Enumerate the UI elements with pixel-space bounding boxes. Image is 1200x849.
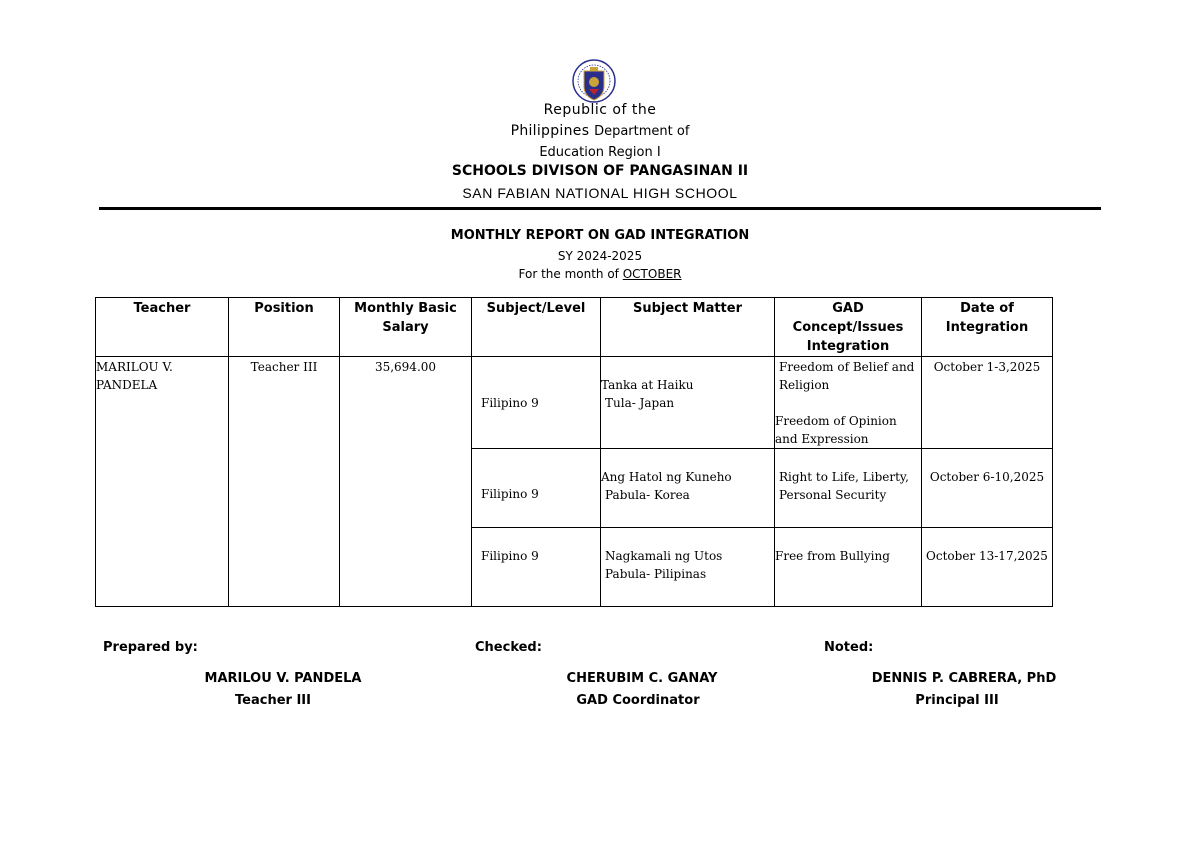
header-school: SAN FABIAN NATIONAL HIGH SCHOOL	[462, 185, 738, 201]
subject-matter-title: Nagkamali ng Utos	[605, 549, 723, 563]
gad-concept-line: Freedom of Belief and Religion	[779, 360, 915, 392]
cell-gad-concept	[775, 449, 922, 528]
noted-name: DENNIS P. CABRERA, PhD	[871, 671, 1057, 686]
cell-date: October 6-10,2025	[922, 449, 1053, 528]
cell-subject-level: Filipino 9	[472, 357, 601, 449]
subject-matter-title: Ang Hatol ng Kuneho	[601, 470, 732, 484]
noted-label: Noted:	[824, 640, 874, 655]
gad-concept-line: Right to Life, Liberty, Personal Security	[779, 470, 909, 502]
prepared-title: Teacher III	[235, 693, 311, 708]
col-teacher: Teacher	[96, 298, 229, 357]
col-gad-concept: GAD Concept/Issues Integration	[775, 298, 922, 357]
cell-subject-matter	[601, 449, 775, 528]
report-month: OCTOBER	[622, 267, 682, 281]
cell-subject-level: Filipino 9	[472, 528, 601, 607]
cell-teacher: MARILOU V. PANDELA	[96, 357, 229, 607]
subject-matter-genre: Pabula- Korea	[605, 488, 690, 502]
cell-date: October 1-3,2025	[922, 357, 1053, 449]
subject-matter-genre: Tula- Japan	[605, 396, 675, 410]
header-divider	[99, 207, 1101, 210]
cell-date: October 13-17,2025	[922, 528, 1053, 607]
noted-title: Principal III	[915, 693, 999, 708]
report-month-prefix: For the month of	[518, 267, 619, 281]
cell-salary: 35,694.00	[340, 357, 472, 607]
cell-gad-concept	[775, 357, 922, 449]
subject-matter-genre: Pabula- Pilipinas	[605, 567, 707, 581]
prepared-label: Prepared by:	[103, 640, 198, 655]
cell-position: Teacher III	[229, 357, 340, 607]
checked-title: GAD Coordinator	[576, 693, 700, 708]
col-subject-matter: Subject Matter	[601, 298, 775, 357]
cell-gad-concept	[775, 528, 922, 607]
checked-name: CHERUBIM C. GANAY	[566, 671, 718, 686]
header-education-region: Education Region I	[539, 145, 661, 160]
gad-concept-line: Freedom of Opinion and Expression	[775, 414, 897, 446]
report-title: MONTHLY REPORT ON GAD INTEGRATION	[450, 228, 750, 243]
prepared-name: MARILOU V. PANDELA	[204, 671, 362, 686]
header-department: Department of	[594, 124, 690, 139]
subject-matter-title: Tanka at Haiku	[601, 378, 694, 392]
col-date: Date of Integration	[922, 298, 1053, 357]
cell-subject-matter	[601, 528, 775, 607]
cell-subject-level: Filipino 9	[472, 449, 601, 528]
header-philippines-line	[0, 123, 1200, 139]
col-subject-level: Subject/Level	[472, 298, 601, 357]
report-school-year: SY 2024-2025	[557, 249, 643, 263]
col-position: Position	[229, 298, 340, 357]
report-month-line	[0, 267, 1200, 281]
header-division: SCHOOLS DIVISON OF PANGASINAN II	[451, 163, 749, 179]
checked-label: Checked:	[475, 640, 542, 655]
gad-concept-line: Free from Bullying	[775, 549, 890, 563]
cell-subject-matter	[601, 357, 775, 449]
header-philippines: Philippines	[510, 123, 590, 139]
col-salary: Monthly Basic Salary	[340, 298, 472, 357]
header-republic: Republic of the	[543, 102, 657, 118]
table-header-row	[96, 298, 1053, 357]
table-row	[96, 357, 1053, 449]
gad-table	[95, 297, 1053, 607]
